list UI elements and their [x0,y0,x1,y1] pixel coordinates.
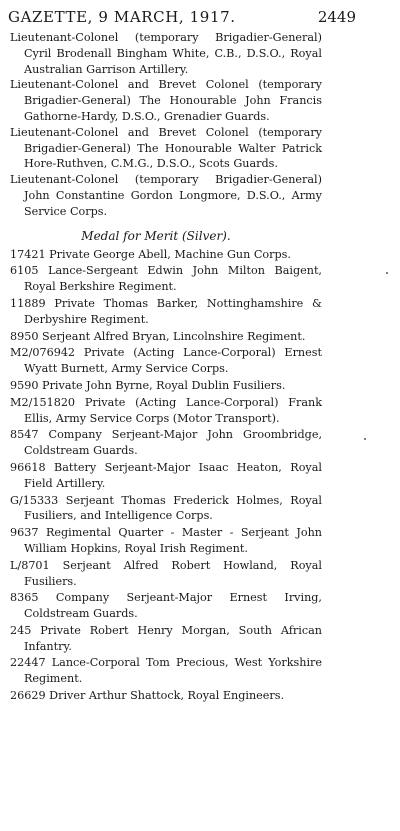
medal-entry [10,296,322,328]
service-number: 8950 [10,329,39,343]
medal-entry [10,395,322,427]
medal-entry [10,688,322,704]
service-number: 17421 [10,247,46,261]
recipient-text: Private (Acting Lance-Corporal) Ernest Wyatt Burnett, Army Service Corps. [24,346,322,376]
medal-entry [10,590,322,622]
medal-entry [10,263,322,295]
medal-entry [10,623,322,655]
recipient-text: Regimental Quarter - Master - Serjeant John William Hopkins, Royal Irish Regiment. [24,526,323,555]
officer-entry: Lieutenant-Colonel and Brevet Colonel (temporary Brigadier-General) The Honourable Walter Patrick Hore-Ruthven, C.M.G., D.S.O., Scots Guards. [10,125,322,171]
officer-list [10,30,322,220]
medal-list [10,247,322,704]
recipient-text: Private Thomas Barker, Nottinghamshire & Derbyshire Regiment. [24,296,322,326]
medal-entry [10,655,322,687]
recipient-text: Serjeant Alfred Bryan, Lincolnshire Regiment. [42,329,306,343]
service-number: G/15333 [10,493,59,507]
medal-entry [10,427,322,459]
recipient-text: Lance-Sergeant Edwin John Milton Baigent, Royal Berkshire Regiment. [24,264,322,294]
recipient-text: Driver Arthur Shattock, Royal Engineers. [49,689,285,703]
medal-entry [10,525,322,557]
recipient-text: Serjeant Alfred Robert Howland, Royal Fusiliers. [24,558,323,588]
gazette-title: GAZETTE, 9 MARCH, 1917. [8,8,236,26]
page-number: 2449 [317,8,356,26]
officer-entry: Lieutenant-Colonel (temporary Brigadier-General) John Constantine Gordon Longmore, D.S.O., Army Service Corps. [10,173,322,218]
medal-entry [10,558,322,590]
medal-section-heading: Medal for Merit (Silver). [81,228,231,243]
service-number: 245 [10,623,32,637]
medal-entry [10,493,322,525]
service-number: 22447 [10,656,46,670]
recipient-text: Battery Serjeant-Major Isaac Heaton, Royal Field Artillery. [24,460,322,490]
service-number: M2/076942 [10,346,76,360]
recipient-text: Company Serjeant-Major Ernest Irving, Coldstream Guards. [24,591,322,621]
recipient-text: Private (Acting Lance-Corporal) Frank Ellis, Army Service Corps (Motor Transport). [24,395,322,425]
recipient-text: Private John Byrne, Royal Dublin Fusiliers. [42,378,286,392]
recipient-text: Lance-Corporal Tom Precious, West Yorkshire Regiment. [24,656,323,686]
service-number: 9590 [10,378,39,392]
recipient-text: Private George Abell, Machine Gun Corps. [49,247,291,261]
recipient-text: Private Robert Henry Morgan, South African Infantry. [24,623,322,653]
print-speck [364,438,366,440]
officer-entry: Lieutenant-Colonel (temporary Brigadier-General) Cyril Brodenall Bingham White, C.B., D.S.O., Royal Australian Garrison Artillery. [10,31,322,76]
service-number: 9637 [10,526,39,540]
service-number: M2/151820 [10,395,76,409]
print-speck [386,272,388,274]
service-number: 6105 [10,264,39,278]
recipient-text: Company Serjeant-Major John Groombridge, Coldstream Guards. [24,428,322,458]
medal-entry [10,247,322,263]
service-number: L/8701 [10,558,50,572]
page-header [0,4,400,30]
service-number: 8547 [10,428,39,442]
officer-entry: Lieutenant-Colonel and Brevet Colonel (temporary Brigadier-General) The Honourable John Francis Gathorne-Hardy, D.S.O., Grenadier Guards. [10,78,322,123]
medal-entry [10,460,322,492]
service-number: 96618 [10,460,46,474]
service-number: 26629 [10,689,46,703]
medal-entry [10,345,322,377]
service-number: 8365 [10,591,39,605]
medal-entry [10,329,322,345]
medal-entry [10,378,322,394]
recipient-text: Serjeant Thomas Frederick Holmes, Royal Fusiliers, and Intelligence Corps. [24,493,322,523]
service-number: 11889 [10,296,46,310]
